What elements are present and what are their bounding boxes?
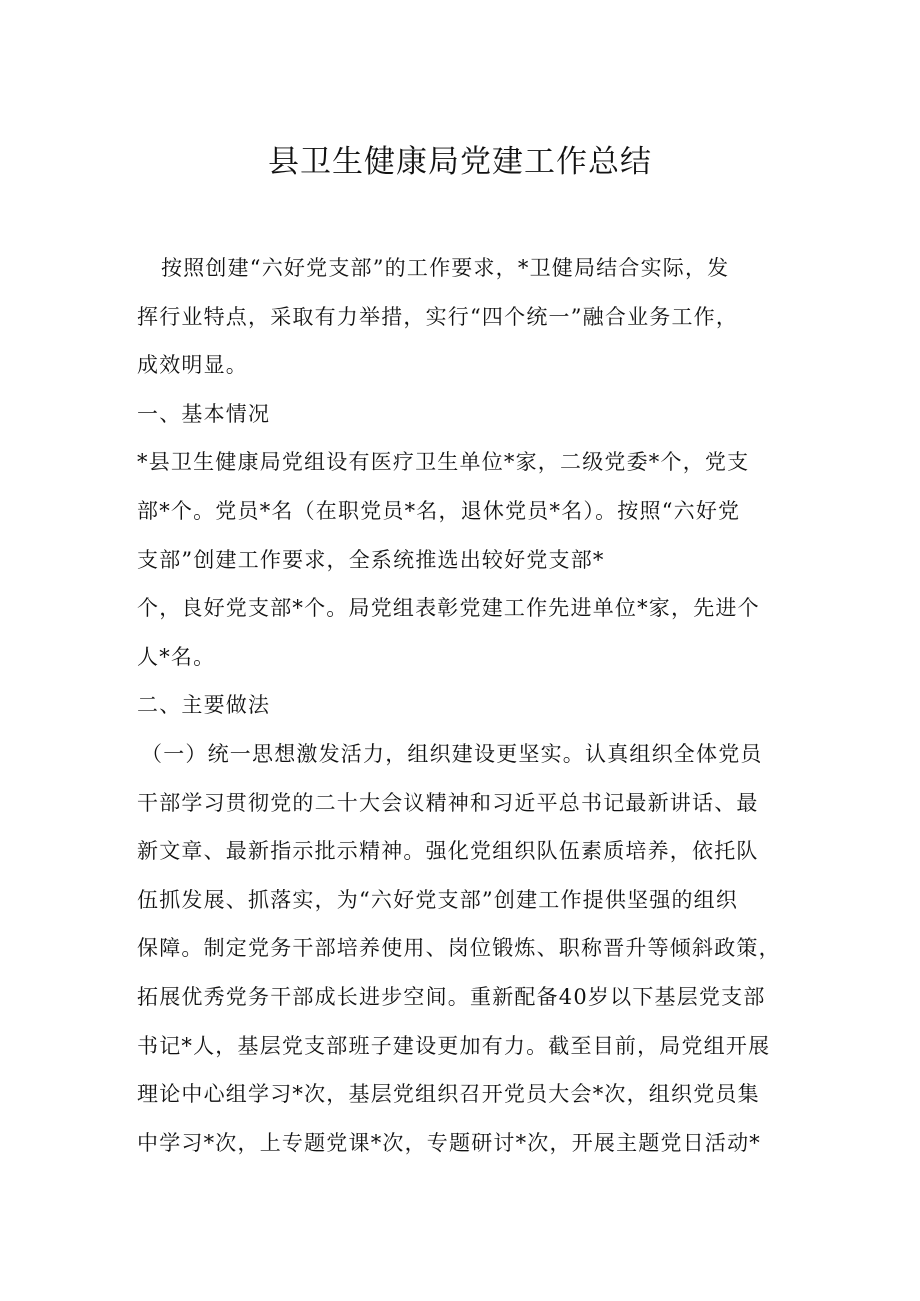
- section-heading: 一、基本情况: [137, 401, 271, 426]
- paragraph-line: 新文章、最新指示批示精神。强化党组织队伍素质培养，依托队: [137, 839, 759, 864]
- paragraph-line: 挥行业特点，采取有力举措，实行“四个统一”融合业务工作，: [137, 304, 739, 329]
- paragraph-line: 书记*人，基层党支部班子建设更加有力。截至目前，局党组开展: [137, 1033, 771, 1058]
- paragraph-line: 人*名。: [137, 644, 216, 669]
- paragraph-line: 拓展优秀党务干部成长进步空间。重新配备40岁以下基层党支部: [137, 984, 766, 1009]
- paragraph-line: *县卫生健康局党组设有医疗卫生单位*家，二级党委*个，党支: [137, 450, 750, 475]
- paragraph-line: 部*个。党员*名（在职党员*名，退休党员*名）。按照“六好党: [137, 498, 741, 523]
- document-body: [137, 244, 793, 1167]
- section-heading: 二、主要做法: [137, 693, 271, 718]
- paragraph-line: 理论中心组学习*次，基层党组织召开党员大会*次，组织党员集: [137, 1082, 760, 1107]
- paragraph-line: 支部”创建工作要求，全系统推选出较好党支部*: [137, 547, 605, 572]
- document-title: 县卫生健康局党建工作总结: [268, 144, 652, 180]
- paragraph-line: 中学习*次，上专题党课*次，专题研讨*次，开展主题党日活动*: [137, 1130, 761, 1155]
- paragraph-line: 保障。制定党务干部培养使用、岗位锻炼、职称晋升等倾斜政策，: [137, 936, 781, 961]
- paragraph-line: 成效明显。: [137, 353, 248, 378]
- paragraph-line: 干部学习贯彻党的二十大会议精神和习近平总书记最新讲话、最: [137, 790, 759, 815]
- paragraph-line: 伍抓发展、抓落实，为“六好党支部”创建工作提供坚强的组织: [137, 887, 739, 912]
- paragraph-line: 按照创建“六好党支部”的工作要求，*卫健局结合实际，发: [161, 256, 730, 280]
- paragraph-line: 个，良好党支部*个。局党组表彰党建工作先进单位*家，先进个: [137, 596, 760, 621]
- paragraph-line: （一）统一思想激发活力，组织建设更坚实。认真组织全体党员: [141, 741, 763, 766]
